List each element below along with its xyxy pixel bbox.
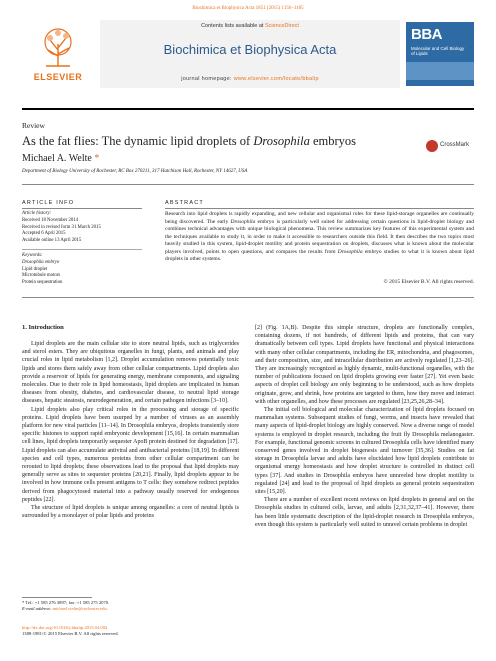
abstract-part: embryo studies to what it is known about lipid droplets in other systems.: [165, 248, 474, 262]
paragraph: The initial cell biological and molecular characterization of lipid droplets focused on mammalian systems. Subsequent studies of fungi, worms, and insects have revealed that many aspects of lipid-droplet biology are highly conserved. Now a diverse range of model systems is employed in droplet research, including the fruit fly Drosophila melanogaster. For example, functional genomic screens in cultured Drosophila cells have identified many conserved genes involved in droplet biogenesis and turnover [35,36]. Studies on fat storage in Drosophila larvae and adults have elucidated how lipid droplets contribute to organismal energy homeostasis and how droplet structure is controlled in distinct cell types [37]. And studies in Drosophila embryos have unraveled how droplet motility is regulated [24] and lead to the proposal of lipid droplets as general protein sequestration sites [15,20].: [255, 407, 474, 496]
keywords-label: Keywords:: [22, 252, 43, 258]
crossmark-icon: [426, 140, 438, 152]
abstract-italic: Drosophila: [230, 218, 256, 225]
section-heading: 1. Introduction: [22, 324, 64, 331]
abstract-italic: Drosophila: [337, 248, 363, 255]
keyword: Protein sequestration: [22, 280, 63, 286]
abstract-part: Research into lipid droplets is rapidly expanding, and new cellular and organismal roles for these lipid-storage organelles are continually being discovered. The early: [165, 211, 474, 225]
abstract-part: embryo is particularly well suited for addressing certain questions in lipid-droplet biology and combines technical advantages with unique biological phenomena. This review summarizes key features of this experimental system and the techniques available to study it, in order to make it accessible to researchers outside this field. It then describes the two topics most heavily studied in this system, lipid-droplet motility and protein sequestration on droplets, discusses what is known about the molecular players involved, points to open questions, and compares the results from: [165, 218, 474, 255]
contents-text: Contents lists available at: [201, 23, 265, 29]
paragraph: Lipid droplets also play critical roles in the processing and storage of specific proteins. Lipid droplets have been usurped by a number of viruses as an assembly platform for new viral particles [11–14]. In Drosophila embryos, droplets transiently store specific histones to support rapid embryonic development [15,16]. In certain mammalian cell lines, lipid droplets temporarily sequester ApoB protein destined for degradation [17]. Lipid droplets can also accumulate antiviral and antibacterial proteins [18,19]. In different species and cell types, numerous proteins from other cellular compartment can be rerouted to lipid droplets; these observations lead to the proposal that lipid droplets may generally serve as sites to sequester proteins [20,21]. Finally, lipid droplets appear to be involved in how immune cells present antigens to T cells: they somehow redirect peptides derived from phagocytosed material into a pathway usually reserved for endogenous peptides [22].: [22, 406, 239, 503]
doi-block: [22, 625, 119, 637]
journal-title: Biochimica et Biophysica Acta: [163, 42, 337, 57]
crossmark-badge[interactable]: [426, 140, 474, 152]
issn-line: 1388-1981/© 2015 Elsevier B.V. All rights reserved.: [22, 631, 119, 637]
email-note: [22, 606, 239, 612]
journal-info-box: [100, 20, 400, 88]
author-footnote-mark[interactable]: *: [91, 153, 100, 164]
footnotes: [22, 600, 239, 612]
title-italic: Drosophila: [253, 134, 310, 148]
author-name: Michael A. Welte: [22, 153, 92, 164]
history-item: Received in revised form 31 March 2015: [22, 224, 101, 230]
paragraph: [2] (Fig. 1A,B). Despite this simple structure, droplets are functionally complex, containing dozens, if not hundreds, of different lipids and proteins, that can vary dramatically between cell types. Lipid droplets have functional and physical interactions with many other cellular compartments, including the ER, mitochondria, and phagosomes, and their composition, size, and intracellular distribution are actively regulated [1,23–26]. They are increasingly recognized as highly dynamic, multi-functional organelles, with the number of publications focused on lipid droplets growing ever faster [27]. Yet even basic aspects of droplet cell biology are only beginning to be understood, such as how droplets originate, grow, and shrink, how proteins are targeted to them, how they move and interact with other organelles, and how these processes are regulated [23,25,26,28–34].: [255, 325, 474, 405]
history-item: Received 18 November 2014: [22, 217, 79, 223]
author: [22, 153, 99, 164]
title-end: embryos: [309, 134, 357, 148]
elsevier-tree-icon: [36, 26, 80, 70]
cover-band: [406, 62, 474, 80]
body-column-left: [22, 340, 239, 520]
affiliation: Department of Biology University of Rochester, RC Box 270211, 317 Hutchison Hall, Rochester, NY 14627, USA: [22, 169, 248, 174]
homepage-label: journal homepage:: [181, 76, 234, 82]
keyword: Lipid droplet: [22, 266, 48, 272]
article-info-label: ARTICLE INFO: [22, 200, 75, 206]
doi-link[interactable]: http://dx.doi.org/10.1016/j.bbalip.2015.04.002: [22, 625, 108, 630]
article-type: Review: [22, 121, 45, 130]
running-head[interactable]: Biochimica et Biophysica Acta 1851 (2015) 1156–1185: [192, 6, 304, 11]
crossmark-label: CrossMark: [440, 142, 470, 148]
cover-subtitle: Molecular and Cell Biology of Lipids: [411, 46, 465, 56]
info-rule: [22, 208, 142, 209]
history-item: Available online 13 April 2015: [22, 238, 82, 244]
abstract-rule: [165, 208, 474, 209]
journal-masthead: [22, 20, 474, 96]
homepage-link[interactable]: www.elsevier.com/locate/bbalip: [233, 76, 319, 82]
paragraph: Lipid droplets are the main cellular site to store neutral lipids, such as triglycerides and sterol esters. They are ubiquitous organelles in fungi, plants, and animals and play crucial roles in lipid metabolism [1,2]. Droplet accumulation removes potentially toxic lipids and stores them safely away from other cellular compartments. Lipid droplets also provide a reservoir of lipids for generating energy, membrane components, and signaling molecules. Due to their role in lipid homeostasis, lipid droplets are implicated in human diseases from obesity, diabetes, and cardiovascular disease, to neutral lipid storage diseases, hepatic steatosis, neurodegeneration, and certain pathogen infections [3–10].: [22, 341, 239, 405]
contact-note: * Tel.: +1 585 276 3897; fax: +1 585 275 2070.: [22, 600, 110, 605]
email-label: E-mail address:: [22, 606, 53, 612]
info-divider: [22, 245, 142, 250]
history-item: Accepted 6 April 2015: [22, 231, 66, 237]
elsevier-logo: [22, 24, 94, 88]
paragraph: There are a number of excellent recent reviews on lipid droplets in general and on the Drosophila studies in cultured cells, larvae, and adults [2,31,32,37–41]. However, there has been little systematic description of the lipid-droplet research in Drosophila embryos, even though this system is particularly well suited to unravel certain problems in droplet: [255, 497, 474, 528]
abstract-label: ABSTRACT: [165, 200, 204, 206]
sciencedirect-link[interactable]: ScienceDirect: [264, 23, 299, 29]
email-link[interactable]: michael.welte@rochester.edu.: [52, 606, 108, 612]
body-column-right: [255, 324, 474, 529]
contents-line: [100, 23, 400, 29]
article-info: [22, 211, 142, 287]
history-label: Article history:: [22, 211, 52, 216]
keyword: Microtubule motors: [22, 273, 61, 279]
copyright: © 2015 Elsevier B.V. All rights reserved.: [383, 279, 474, 285]
masthead-rule: [22, 108, 474, 110]
paragraph: The structure of lipid droplets is unique among organelles: a core of neutral lipids is surrounded by a monolayer of polar lipids and proteins: [22, 505, 239, 520]
affiliation-rule: [22, 184, 474, 185]
cover-title: BBA: [411, 26, 442, 43]
footnote-rule: [22, 597, 92, 598]
article-title: [22, 134, 356, 149]
abstract-text: [165, 211, 474, 264]
journal-cover: [406, 22, 474, 86]
publisher-name: ELSEVIER: [33, 72, 83, 82]
title-main: As the fat flies: The dynamic lipid droplets of: [22, 134, 254, 148]
abstract-bottom-rule: [22, 297, 474, 298]
keyword: Drosophila embryo: [22, 259, 60, 265]
homepage-line: [100, 76, 400, 82]
